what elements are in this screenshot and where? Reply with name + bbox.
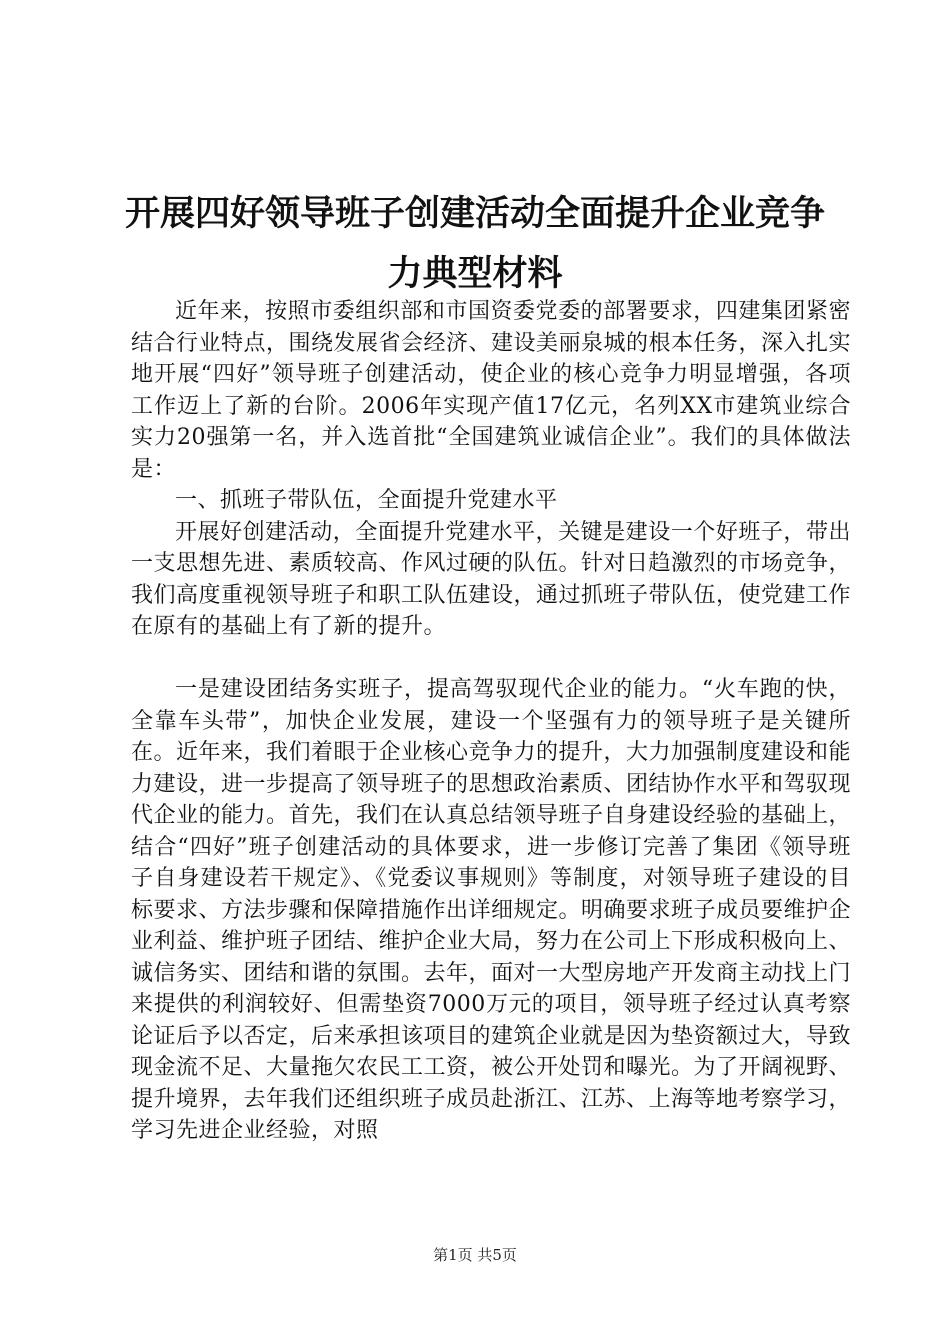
document-body xyxy=(131,296,851,1147)
document-title-line-1: 开展四好领导班子创建活动全面提升企业竞争 xyxy=(124,193,825,234)
document-title-line-2: 力典型材料 xyxy=(387,253,563,294)
section-heading: 一、抓班子带队伍，全面提升党建水平 xyxy=(175,488,558,513)
page-footer: 第1页 共5页 xyxy=(433,1246,517,1264)
section-paragraph: 开展好创建活动，全面提升党建水平，关键是建设一个好班子，带出一支思想先进、素质较高、作风过硬的队伍。针对日趋激烈的市场竞争，我们高度重视领导班子和职工队伍建设，通过抓班子带队伍，使党建工作在原有的基础上有了新的提升。 xyxy=(131,519,852,639)
intro-paragraph: 近年来，按照市委组织部和市国资委党委的部署要求，四建集团紧密结合行业特点，围绕发展省会经济、建设美丽泉城的根本任务，深入扎实地开展“四好”领导班子创建活动，使企业的核心竞争力明显增强，各项工作迈上了新的台阶。2006年实现产值17亿元，名列XX市建筑业综合实力20强第一名，并入选首批“全国建筑业诚信企业”。我们的具体做法是： xyxy=(131,299,852,482)
body-paragraph: 一是建设团结务实班子，提高驾驭现代企业的能力。“火车跑的快，全靠车头带”，加快企业发展，建设一个坚强有力的领导班子是关键所在。近年来，我们着眼于企业核心竞争力的提升，大力加强制度建设和能力建设，进一步提高了领导班子的思想政治素质、团结协作水平和驾驭现代企业的能力。首先，我们在认真总结领导班子自身建设经验的基础上，结合“四好”班子创建活动的具体要求，进一步修订完善了集团《领导班子自身建设若干规定》、《党委议事规则》等制度，对领导班子建设的目标要求、方法步骤和保障措施作出详细规定。明确要求班子成员要维护企业利益、维护班子团结、维护企业大局，努力在公司上下形成积极向上、诚信务实、团结和谐的氛围。去年，面对一大型房地产开发商主动找上门来提供的利润较好、但需垫资7000万元的项目，领导班子经过认真考察论证后予以否定，后来承担该项目的建筑企业就是因为垫资额过大，导致现金流不足、大量拖欠农民工工资，被公开处罚和曝光。为了开阔视野、提升境界，去年我们还组织班子成员赴浙江、江苏、上海等地考察学习，学习先进企业经验，对照 xyxy=(131,677,852,1143)
